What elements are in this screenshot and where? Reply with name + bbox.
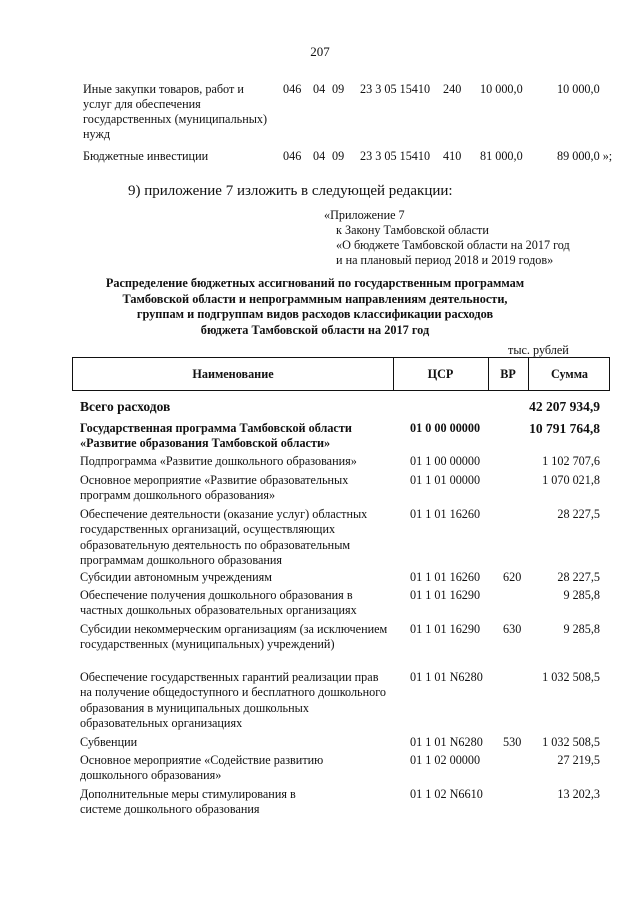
row-name: Дополнительные меры стимулирования в системе дошкольного образования [80, 787, 296, 817]
appendix-line: «Приложение 7 [324, 208, 405, 222]
table-header [72, 357, 610, 391]
title-line: группам и подгруппам видов расходов классификации расходов [136, 307, 494, 321]
row-pr: 09 [332, 149, 345, 163]
row-csr: 23 3 05 15410 [360, 149, 431, 163]
row-csr: 01 1 01 16290 [410, 622, 481, 636]
row-vr: 630 [503, 622, 522, 636]
page-number: 207 [310, 44, 330, 59]
row-ved: 046 [283, 82, 302, 96]
row-rz: 04 [313, 149, 326, 163]
row-csr: 01 1 02 00000 [410, 753, 481, 767]
amendment-item: 9) приложение 7 изложить в следующей редакции: [128, 183, 453, 199]
row-sum: 1 032 508,5 [542, 735, 600, 749]
appendix-line: к Закону Тамбовской области [336, 223, 489, 237]
row-sum: 1 032 508,5 [542, 670, 600, 684]
row-vr: 240 [443, 82, 462, 96]
row-csr: 01 1 02 N6610 [410, 787, 483, 801]
title-line: Тамбовской области и непрограммным направлениям деятельности, [122, 291, 508, 306]
row-csr: 01 1 01 16260 [410, 570, 481, 584]
row-name: Основное мероприятие «Содействие развитию дошкольного образования» [80, 753, 324, 783]
row-csr: 01 1 00 00000 [410, 454, 481, 468]
appendix-line: и на плановый период 2018 и 2019 годов» [336, 253, 554, 267]
row-sum: 9 285,8 [563, 622, 600, 636]
row-vr: 530 [503, 735, 522, 749]
row-csr: 23 3 05 15410 [360, 82, 431, 96]
row-ved: 046 [283, 149, 302, 163]
row-sum-2017: 10 000,0 [480, 82, 523, 96]
row-name: Всего расходов [80, 399, 171, 414]
row-name: Субвенции [80, 735, 138, 749]
header-sum: Сумма [550, 367, 589, 381]
title-line: Распределение бюджетных ассигнований по государственным программам [105, 276, 525, 290]
row-name: Обеспечение государственных гарантий реализации прав на получение общедоступного и бесплатного дошкольного образования в муниципальных дошкольных образовательных организациях [80, 670, 386, 730]
row-sum: 27 219,5 [557, 753, 600, 767]
row-csr: 01 0 00 00000 [410, 421, 481, 435]
header-vr: ВР [500, 367, 516, 381]
row-sum: 1 070 021,8 [542, 473, 600, 487]
row-sum: 28 227,5 [557, 507, 600, 521]
row-name: Обеспечение получения дошкольного образования в частных дошкольных образовательных организациях [80, 588, 357, 618]
row-sum: 9 285,8 [563, 588, 600, 602]
row-sum-2017: 81 000,0 [480, 149, 523, 163]
row-sum: 13 202,3 [557, 787, 600, 801]
appendix-reference [324, 208, 570, 268]
row-rz: 04 [313, 82, 326, 96]
units-label: тыс. рублей [508, 343, 569, 357]
row-name: Субсидии автономным учреждениям [80, 570, 272, 584]
row-name: Иные закупки товаров, работ и услуг для обеспечения государственных (муниципальных) нужд [83, 82, 268, 141]
appendix-line: «О бюджете Тамбовской области на 2017 год [336, 238, 570, 252]
row-name: Основное мероприятие «Развитие образовательных программ дошкольного образования» [80, 473, 349, 503]
row-sum: 42 207 934,9 [529, 399, 600, 414]
row-sum: 1 102 707,6 [542, 454, 600, 468]
row-name: Государственная программа Тамбовской области «Развитие образования Тамбовской области» [80, 421, 352, 451]
title-line: бюджета Тамбовской области на 2017 год [200, 322, 430, 337]
row-csr: 01 1 01 16290 [410, 588, 481, 602]
row-csr: 01 1 01 16260 [410, 507, 481, 521]
row-csr: 01 1 01 N6280 [410, 735, 483, 749]
header-csr: ЦСР [427, 367, 454, 381]
row-sum-2018: 10 000,0 [557, 82, 600, 96]
row-csr: 01 1 01 N6280 [410, 670, 483, 684]
row-vr: 620 [503, 570, 522, 584]
row-sum: 10 791 764,8 [529, 421, 600, 436]
row-vr: 410 [443, 149, 462, 163]
document-title [80, 276, 550, 338]
row-sum: 28 227,5 [557, 570, 600, 584]
row-name: Обеспечение деятельности (оказание услуг) областных государственных организаций, осуществляющих образовательную деятельность по образовательным программам дошкольного образования [80, 507, 368, 567]
header-name: Наименование [192, 367, 274, 381]
row-csr: 01 1 01 00000 [410, 473, 481, 487]
row-name: Бюджетные инвестиции [83, 149, 209, 163]
row-pr: 09 [332, 82, 345, 96]
row-name: Субсидии некоммерческим организациям (за исключением государственных (муниципальных) учреждений) [80, 622, 388, 652]
row-sum-2018: 89 000,0 »; [557, 149, 613, 163]
row-name: Подпрограмма «Развитие дошкольного образования» [80, 454, 357, 468]
